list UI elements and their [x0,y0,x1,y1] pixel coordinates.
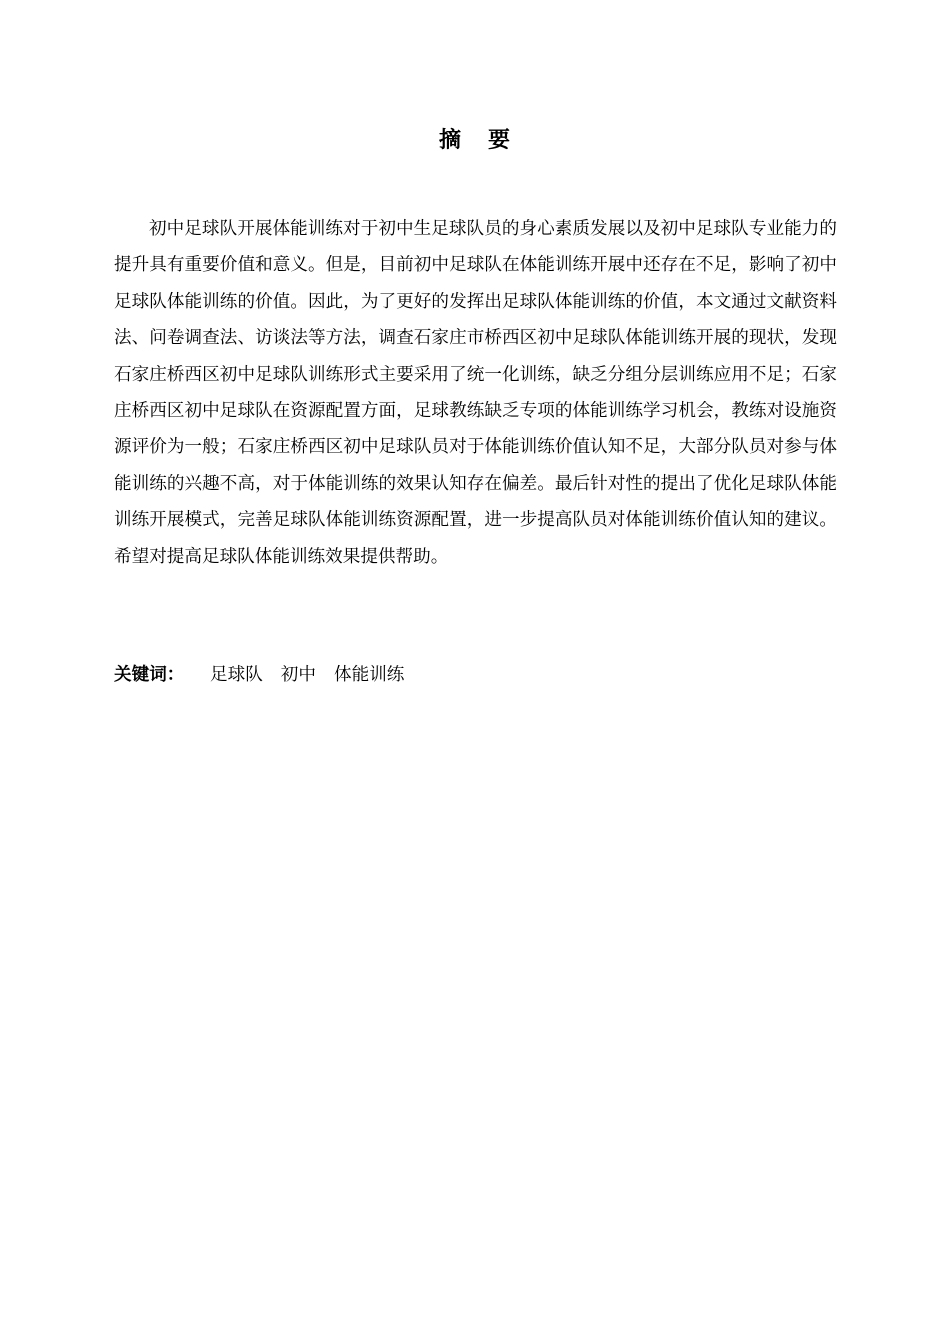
keyword-item: 体能训练 [334,665,405,685]
keywords-line [114,660,422,690]
keywords-label: 关键词： [114,665,185,685]
keyword-item: 初中 [280,665,316,685]
abstract-body: 初中足球队开展体能训练对于初中生足球队员的身心素质发展以及初中足球队专业能力的提升具有重要价值和意义。但是，目前初中足球队在体能训练开展中还存在不足，影响了初中足球队体能训练的价值。因此，为了更好的发挥出足球队体能训练的价值，本文通过文献资料法、问卷调查法、访谈法等方法，调查石家庄市桥西区初中足球队体能训练开展的现状，发现石家庄桥西区初中足球队训练形式主要采用了统一化训练，缺乏分组分层训练应用不足；石家庄桥西区初中足球队在资源配置方面，足球教练缺乏专项的体能训练学习机会，教练对设施资源评价为一般；石家庄桥西区初中足球队员对于体能训练价值认知不足，大部分队员对参与体能训练的兴趣不高，对于体能训练的效果认知存在偏差。最后针对性的提出了优化足球队体能训练开展模式，完善足球队体能训练资源配置，进一步提高队员对体能训练价值认知的建议。希望对提高足球队体能训练效果提供帮助。 [114,219,837,567]
keyword-item: 足球队 [210,665,263,685]
abstract-title-char-1: 摘 [438,128,462,153]
abstract-title-char-2: 要 [488,128,512,153]
abstract-title [0,126,950,156]
